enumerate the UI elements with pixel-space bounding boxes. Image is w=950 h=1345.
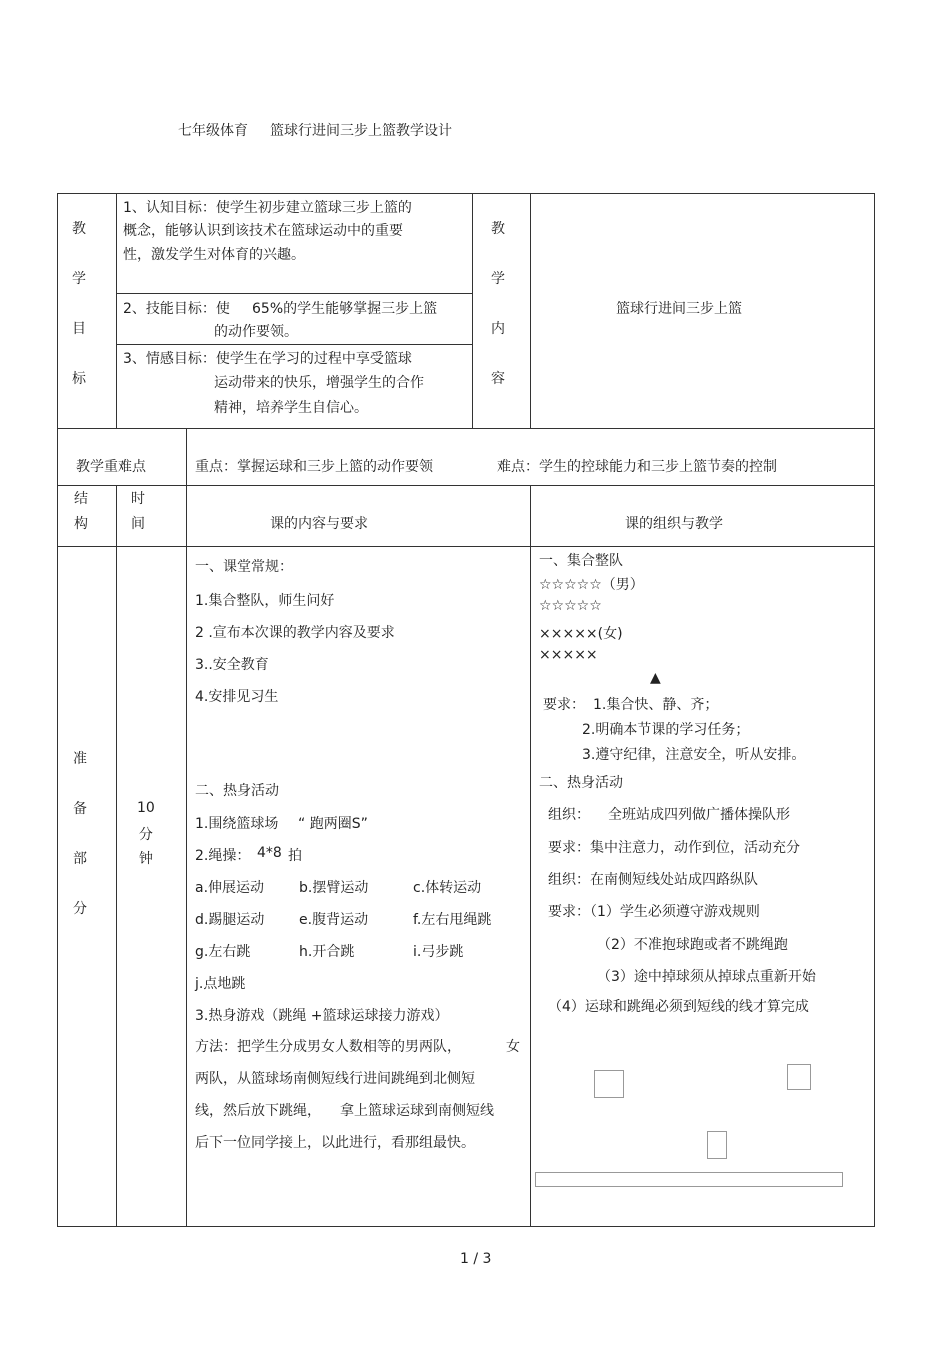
header-time xyxy=(131,488,145,538)
routine-item: 2 .宣布本次课的教学内容及要求 xyxy=(195,625,395,641)
exercise-item: f.左右甩绳跳 xyxy=(413,912,492,928)
header-char: 构 xyxy=(74,516,88,532)
routine-heading: 一、课堂常规： xyxy=(195,559,293,575)
teacher-position-icon: ▲ xyxy=(650,670,661,686)
exercise-item: g.左右跳 xyxy=(195,944,251,960)
warmup-item-tail: “ 跑两圈S” xyxy=(298,816,368,832)
image-placeholder xyxy=(594,1070,624,1098)
org-requirement-item: 3.遵守纪律，注意安全，听从安排。 xyxy=(582,747,806,763)
org-warmup-line: 组织：在南侧短线处站成四路纵队 xyxy=(548,872,758,888)
game-method-line: 线，然后放下跳绳， xyxy=(195,1103,321,1119)
exercise-item: e.腹背运动 xyxy=(299,912,369,928)
objective-line: 1、认知目标：使学生初步建立篮球三步上篮的 xyxy=(123,200,412,216)
prep-time xyxy=(137,800,155,872)
formation-row: ××××× xyxy=(539,647,598,663)
content-label-char: 教 xyxy=(491,221,505,237)
org-warmup-line: 要求：（1）学生必须遵守游戏规则 xyxy=(548,904,760,920)
exercise-item: i.弓步跳 xyxy=(413,944,464,960)
objective-line: 概念，能够认识到该技术在篮球运动中的重要 xyxy=(123,223,403,239)
header-char: 时 xyxy=(131,491,145,507)
prep-label-char: 准 xyxy=(73,751,87,767)
prep-time-unit: 分 xyxy=(138,827,153,843)
org-warmup-line: （4）运球和跳绳必须到短线的线才算完成 xyxy=(548,999,809,1015)
routine-item: 1.集合整队，师生问好 xyxy=(195,593,335,609)
warmup-game: 3.热身游戏（跳绳 +篮球运球接力游戏） xyxy=(195,1008,449,1024)
content-label xyxy=(491,218,505,418)
objectives-label-char: 标 xyxy=(72,371,86,387)
image-placeholder xyxy=(535,1172,843,1187)
formation-row: ☆☆☆☆☆（男） xyxy=(539,577,644,593)
exercise-item: a.伸展运动 xyxy=(195,880,265,896)
exercise-item: h.开合跳 xyxy=(299,944,355,960)
org-requirement-label: 要求： xyxy=(543,697,585,713)
game-method-line: 拿上篮球运球到南侧短线 xyxy=(340,1103,494,1119)
difficult-point: 难点：学生的控球能力和三步上篮节奏的控制 xyxy=(497,459,777,475)
prep-label-char: 分 xyxy=(73,901,87,917)
org-warmup-heading: 二、热身活动 xyxy=(539,775,623,791)
game-method-line: 两队，从篮球场南侧短线行进间跳绳到北侧短 xyxy=(195,1071,475,1087)
warmup-item: 1.围绕篮球场 xyxy=(195,816,279,832)
objective-line: 的动作要领。 xyxy=(214,324,298,340)
objectives-label-char: 学 xyxy=(72,271,86,287)
warmup-heading: 二、热身活动 xyxy=(195,783,279,799)
prep-label-char: 部 xyxy=(73,851,87,867)
header-content-requirements: 课的内容与要求 xyxy=(270,516,368,532)
org-gather-heading: 一、集合整队 xyxy=(539,553,623,569)
objective-line: 性，激发学生对体育的兴趣。 xyxy=(123,247,305,263)
warmup-item: 2.绳操： xyxy=(195,848,251,864)
image-placeholder xyxy=(707,1131,727,1159)
objective-line: 2、技能目标：使 xyxy=(123,301,230,317)
exercise-item: d.踢腿运动 xyxy=(195,912,265,928)
objective-line: 精神，培养学生自信心。 xyxy=(214,400,368,416)
exercise-item: b.摆臂运动 xyxy=(299,880,369,896)
org-warmup-line: 全班站成四列做广播体操队形 xyxy=(608,807,790,823)
content-label-char: 学 xyxy=(491,271,505,287)
prep-time-unit: 钟 xyxy=(138,851,153,867)
doc-title: 篮球行进间三步上篮教学设计 xyxy=(270,123,452,139)
prep-label-char: 备 xyxy=(73,801,87,817)
game-method-line: 方法：把学生分成男女人数相等的男两队， xyxy=(195,1039,461,1055)
doc-title-grade: 七年级体育 xyxy=(178,123,248,139)
prep-time-number: 10 xyxy=(137,800,155,816)
game-method-line: 女 xyxy=(506,1039,520,1055)
header-char: 结 xyxy=(74,491,88,507)
objectives-label xyxy=(72,218,86,418)
objectives-label-char: 教 xyxy=(72,221,86,237)
warmup-unit: 拍 xyxy=(288,848,302,864)
game-method-line: 后下一位同学接上，以此进行，看那组最快。 xyxy=(195,1135,475,1151)
org-requirement-item: 2.明确本节课的学习任务； xyxy=(582,722,750,738)
org-warmup-line: 要求：集中注意力，动作到位，活动充分 xyxy=(548,840,800,856)
exercise-item: j.点地跳 xyxy=(195,976,246,992)
image-placeholder xyxy=(787,1064,811,1090)
routine-item: 3..安全教育 xyxy=(195,657,269,673)
warmup-count: 4*8 xyxy=(257,845,282,861)
objectives-label-char: 目 xyxy=(72,321,86,337)
key-difficult-label: 教学重难点 xyxy=(76,459,146,475)
prep-section-label xyxy=(73,748,87,948)
org-requirement-item: 1.集合快、静、齐； xyxy=(593,697,719,713)
header-organization: 课的组织与教学 xyxy=(625,516,723,532)
header-structure xyxy=(74,488,88,538)
org-warmup-line: （2）不准抱球跑或者不跳绳跑 xyxy=(597,937,788,953)
routine-item: 4.安排见习生 xyxy=(195,689,279,705)
content-value: 篮球行进间三步上篮 xyxy=(616,301,742,317)
objective-line: 65%的学生能够掌握三步上篮 xyxy=(252,301,438,317)
objective-line: 3、情感目标：使学生在学习的过程中享受篮球 xyxy=(123,351,412,367)
content-label-char: 内 xyxy=(491,321,505,337)
key-point: 重点：掌握运球和三步上篮的动作要领 xyxy=(195,459,433,475)
org-warmup-line: （3）途中掉球须从掉球点重新开始 xyxy=(597,969,816,985)
content-label-char: 容 xyxy=(491,371,505,387)
formation-row: ×××××(女) xyxy=(539,626,623,642)
formation-row: ☆☆☆☆☆ xyxy=(539,598,602,614)
header-char: 间 xyxy=(131,516,145,532)
objective-line: 运动带来的快乐，增强学生的合作 xyxy=(214,375,424,391)
exercise-item: c.体转运动 xyxy=(413,880,482,896)
org-warmup-line: 组织： xyxy=(548,807,590,823)
page-number: 1 / 3 xyxy=(460,1251,492,1267)
